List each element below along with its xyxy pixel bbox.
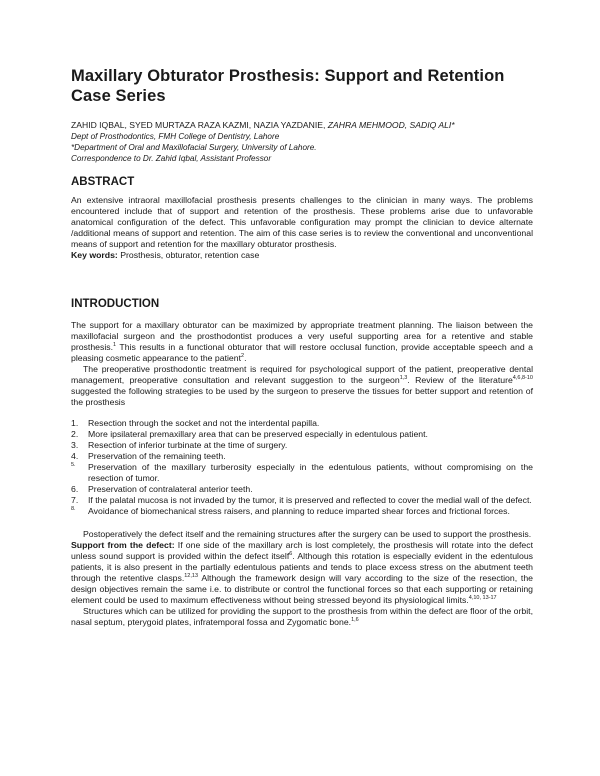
citation: 1,3 — [399, 375, 408, 381]
intro-paragraph-2: The preoperative prosthodontic treatment is required for psychological support of the patient, preoperative dental management, preoperative consultation and relevant suggestion to the surgeon$^{1,3}$. Review of the literature$^{4,6,8-10}$ suggested the following strategies to be used by the surgeon to preserve the tissues for better support and retention of the prosthesis — [71, 364, 533, 407]
author-list — [71, 120, 533, 131]
citation: 4,6,8-10 — [512, 375, 533, 381]
citation: 12,13 — [184, 573, 199, 579]
intro-paragraph-1: The support for a maxillary obturator can be maximized by appropriate treatment planning. The liaison between the maxillofacial surgeon and the prosthodontist produces a very useful supporting area for a retentive and stable prosthesis.$^1$ This results in a functional obturator that will restore occlusal function, provide acceptable speech and a pleasing cosmetic appearance to the patient$^2$. — [71, 320, 533, 363]
support-label: Support from the defect: — [71, 540, 175, 550]
paper-title: Maxillary Obturator Prosthesis: Support and Retention Case Series — [71, 67, 505, 105]
introduction-heading: INTRODUCTION — [71, 298, 160, 310]
authors-italic: ZAHRA MEHMOOD, SADIQ ALI* — [327, 120, 455, 130]
abstract-text: An extensive intraoral maxillofacial prosthesis presents challenges to the clinician in many ways. The problems encountered include that of support and retention of the prosthesis. These problems arise due to unfavorable anatomical configuration of the defect. This unfavorable configuration may prompt the clinician to device alternate /additional means of support and retention. The aim of this case series is to review the conventional and unconventional means of support and retention for the maxillary obturator prosthesis. — [71, 195, 533, 249]
strategy-list — [71, 418, 533, 517]
affiliations — [71, 131, 533, 164]
abstract-heading: ABSTRACT — [71, 176, 135, 188]
correspondence-line: Correspondence to Dr. Zahid Iqbal, Assistant Professor — [71, 154, 272, 163]
list-item: 2. More ipsilateral premaxillary area that can be preserved especially in edentulous patient. — [71, 429, 428, 439]
citation: 1 — [113, 342, 117, 348]
list-item: 1. Resection through the socket and not the interdental papilla. — [71, 418, 320, 428]
citation: 4,10, 13-17 — [468, 595, 497, 601]
paper-page — [71, 66, 533, 628]
postoperative-paragraph: Postoperatively the defect itself and the remaining structures after the surgery can be used to support the prosthesis. — [83, 529, 532, 539]
keywords-text: Prosthesis, obturator, retention case — [117, 250, 260, 260]
list-item: 3. Resection of inferior turbinate at the time of surgery. — [71, 440, 288, 450]
affiliation-line: Dept of Prosthodontics, FMH College of Dentistry, Lahore — [71, 132, 280, 141]
list-item: 7. If the palatal mucosa is not invaded by the tumor, it is preserved and reflected to cover the medial wall of the defect. — [71, 495, 532, 505]
list-item: 4. Preservation of the remaining teeth. — [71, 451, 226, 461]
list-item: 6. Preservation of contralateral anterior teeth. — [71, 484, 253, 494]
citation: 2 — [241, 353, 245, 359]
list-item: 5. Preservation of the maxillary turberosity especially in the edentulous patients, without compromising on the resection of tumor. — [71, 462, 533, 483]
support-paragraph: Support from the defect: If one side of the maxillary arch is lost completely, the prosthesis will rotate into the defect unless sound support is provided within the defect itself$^6$. Although this rotation is especially evident in the edentulous patients, it is also present in the partially edentulous patients and tends to place excess stress on the abutment teeth through the retentive clasps.$^{12,13}$ Although the framework design will vary according to the size of the resection, the design objectives remain the same i.e. to distribute or control the functional forces so that each supporting or retaining element could be used to maximum effectiveness without being stressed beyond its physiological limits.$^{4,10, 13-17}$ — [71, 540, 533, 605]
structures-paragraph: Structures which can be utilized for providing the support to the prosthesis from within the defect are floor of the orbit, nasal septum, pterygoid plates, infratemporal fossa and Zygomatic bone.$^{1,6}$ — [71, 606, 533, 627]
list-item: 8. Avoidance of biomechanical stress raisers, and planning to reduce imparted shear forces and frictional forces. — [71, 506, 510, 516]
keywords — [71, 250, 533, 261]
citation: 6 — [289, 551, 293, 557]
affiliation-line: *Department of Oral and Maxillofacial Surgery, University of Lahore. — [71, 143, 317, 152]
keywords-label: Key words: — [71, 250, 118, 260]
authors-plain: ZAHID IQBAL, SYED MURTAZA RAZA KAZMI, NAZIA YAZDANIE, — [71, 120, 328, 130]
citation: 1,6 — [351, 617, 359, 623]
